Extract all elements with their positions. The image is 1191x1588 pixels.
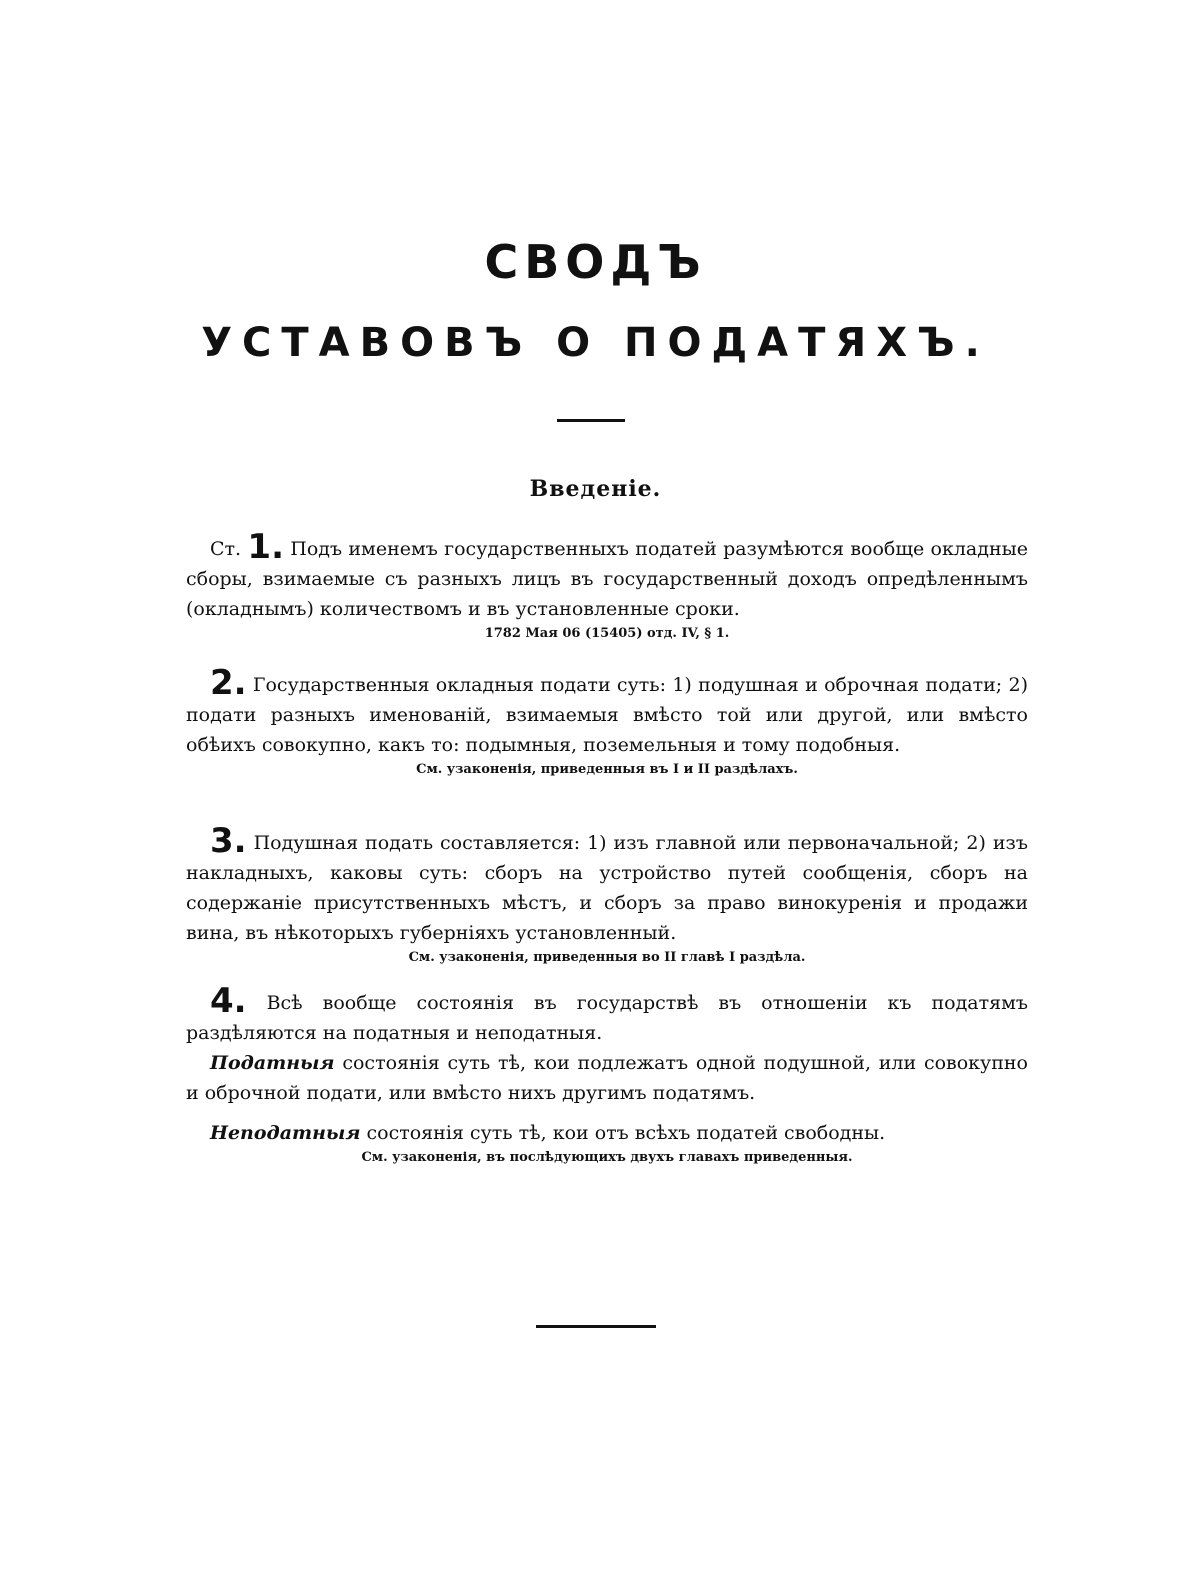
- article-text: Всѣ вообще состоянія въ государствѣ въ отношеніи къ податямъ раздѣляются на податныя и неподатныя.: [186, 992, 1028, 1044]
- article-2: [186, 663, 1028, 780]
- article-paragraph: [186, 1048, 1028, 1108]
- article-number: 4.: [210, 981, 247, 1021]
- article-paragraph: [186, 1118, 1028, 1148]
- article-4: [186, 981, 1028, 1168]
- page-title: СВОДЪ: [484, 235, 707, 289]
- article-text: Подъ именемъ государственныхъ податей разумѣются вообще окладные сборы, взимаемые съ разныхъ лицъ въ государственный доходъ опредѣленнымъ (окладнымъ) количествомъ и въ установленные сроки.: [186, 538, 1028, 620]
- article-number: 3.: [210, 821, 247, 861]
- page-subtitle: УСТАВОВЪ О ПОДАТЯХЪ.: [201, 320, 990, 366]
- article-number: 1.: [247, 527, 284, 567]
- article-text: состоянія суть тѣ, кои подлежатъ одной подушной, или совокупно и оброчной подати, или вмѣсто нихъ другимъ податямъ.: [186, 1052, 1028, 1104]
- divider-rule: [557, 419, 625, 422]
- article-citation: См. узаконенія, въ послѣдующихъ двухъ главахъ приведенныя.: [361, 1150, 853, 1165]
- article-number: 2.: [210, 663, 247, 703]
- section-heading: Введеніе.: [529, 476, 662, 502]
- article-1: [186, 527, 1028, 644]
- article-text: Подушная подать составляется: 1) изъ главной или первоначальной; 2) изъ накладныхъ, каковы суть: сборъ на устройство путей сообщенія, сборъ на содержаніе присутственныхъ мѣстъ, и сборъ за право винокуренія и продажи вина, въ нѣкоторыхъ губерніяхъ установленный.: [186, 832, 1029, 944]
- divider-rule: [536, 1325, 656, 1328]
- article-citation: См. узаконенія, приведенныя въ I и II раздѣлахъ.: [416, 762, 798, 777]
- article-text: состоянія суть тѣ, кои отъ всѣхъ податей свободны.: [360, 1122, 886, 1144]
- article-3: [186, 821, 1029, 968]
- article-text: Государственныя окладныя подати суть: 1) подушная и оброчная подати; 2) подати разныхъ именованій, взимаемыя вмѣсто той или другой, или вмѣсто обѣихъ совокупно, какъ то: подымныя, поземельныя и тому подобныя.: [186, 674, 1028, 756]
- article-emphasis: Податныя: [210, 1052, 335, 1074]
- article-prefix: Ст.: [210, 538, 242, 560]
- article-citation: 1782 Мая 06 (15405) отд. IV, § 1.: [484, 626, 730, 641]
- article-emphasis: Неподатныя: [210, 1122, 361, 1144]
- article-citation: См. узаконенія, приведенныя во II главѣ I раздѣла.: [408, 950, 806, 965]
